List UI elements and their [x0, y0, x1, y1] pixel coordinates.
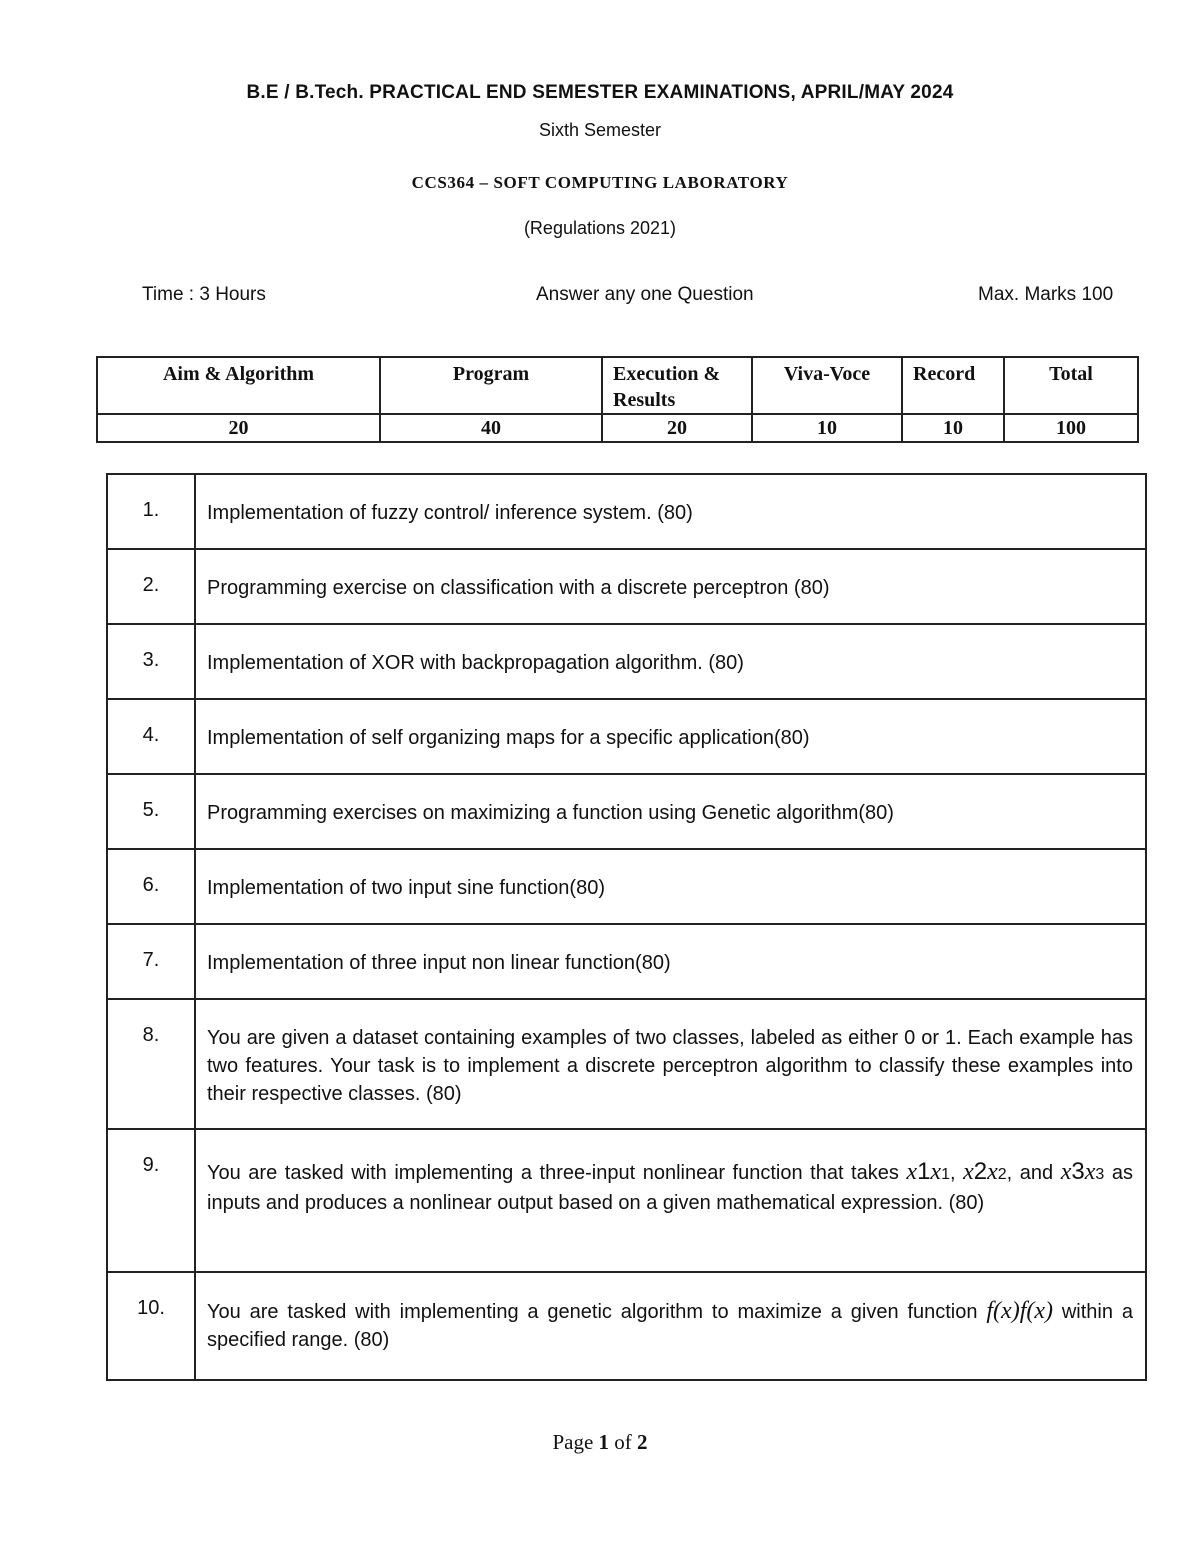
question-row [107, 474, 1146, 549]
math-symbol: 1 [917, 1158, 931, 1185]
question-number: 10. [107, 1272, 195, 1380]
marks-value-total: 100 [1004, 414, 1138, 442]
math-symbol: x [930, 1159, 942, 1185]
question-number: 9. [107, 1129, 195, 1272]
math-subscript: 1 [941, 1166, 950, 1183]
question-row [107, 549, 1146, 624]
question-number: 3. [107, 624, 195, 699]
math-function: f(x) [986, 1298, 1020, 1324]
question-text-part: , [949, 1162, 964, 1184]
marks-value-program: 40 [380, 414, 602, 442]
marks-value-viva: 10 [752, 414, 902, 442]
math-symbol: x [987, 1159, 998, 1185]
question-row [107, 999, 1146, 1129]
question-text: Implementation of two input sine function(80) [195, 849, 1146, 924]
question-text: Implementation of three input non linear function(80) [195, 924, 1146, 999]
math-symbol: 3 [1071, 1158, 1085, 1185]
marks-header-total: Total [1049, 363, 1093, 385]
question-text-part: You are tasked with implementing a three-input nonlinear function that takes [207, 1162, 907, 1184]
math-symbol: x [906, 1159, 918, 1185]
question-row [107, 1272, 1146, 1380]
question-number: 8. [107, 999, 195, 1129]
question-text-part: You are tasked with implementing a genetic algorithm to maximize a given function [207, 1301, 987, 1323]
question-text [195, 1272, 1146, 1380]
exam-title: B.E / B.Tech. PRACTICAL END SEMESTER EXAMINATIONS, APRIL/MAY 2024 [246, 82, 954, 103]
marks-value-execution: 20 [602, 414, 752, 442]
math-subscript: 2 [997, 1166, 1007, 1183]
marks-header-row [97, 357, 1138, 414]
exam-time: Time : 3 Hours [142, 284, 266, 305]
marks-values-row [97, 414, 1138, 442]
question-row [107, 1129, 1146, 1272]
question-number: 2. [107, 549, 195, 624]
page-of-label: of [614, 1430, 632, 1454]
question-row [107, 774, 1146, 849]
math-symbol: x [963, 1159, 974, 1185]
marks-header-execution: Execution & Results [613, 363, 721, 411]
question-text-part: within a specified range. (80) [207, 1301, 1133, 1351]
question-text: Implementation of self organizing maps for a specific application(80) [195, 699, 1146, 774]
question-number: 4. [107, 699, 195, 774]
marks-header-program: Program [452, 363, 530, 385]
question-text: Programming exercises on maximizing a function using Genetic algorithm(80) [195, 774, 1146, 849]
course-title: CCS364 – SOFT COMPUTING LABORATORY [411, 173, 789, 192]
question-text: You are given a dataset containing examples of two classes, labeled as either 0 or 1. Each example has two features. Your task is to implement a discrete perceptron algorithm to classify these examples into their respective classes. (80) [195, 999, 1146, 1129]
page-label: Page [552, 1430, 594, 1454]
page-footer [0, 1430, 1200, 1455]
page-number: 1 [598, 1430, 610, 1454]
question-text-part: and [1019, 1162, 1061, 1184]
math-function: f(x) [1019, 1298, 1053, 1324]
question-text: Implementation of fuzzy control/ inference system. (80) [195, 474, 1146, 549]
question-text [195, 1129, 1146, 1272]
marks-value-record: 10 [902, 414, 1004, 442]
math-symbol: x [1084, 1159, 1096, 1185]
semester: Sixth Semester [538, 120, 662, 140]
marks-value-aim: 20 [97, 414, 380, 442]
questions-table [106, 473, 1147, 1381]
math-symbol: 2 [973, 1158, 988, 1185]
exam-instruction: Answer any one Question [536, 284, 754, 305]
question-text: Programming exercise on classification with a discrete perceptron (80) [195, 549, 1146, 624]
question-row [107, 624, 1146, 699]
max-marks: Max. Marks 100 [978, 284, 1114, 305]
question-text-part: , [1006, 1162, 1013, 1184]
regulations: (Regulations 2021) [523, 218, 677, 238]
question-row [107, 699, 1146, 774]
math-subscript: 3 [1095, 1166, 1105, 1183]
question-row [107, 849, 1146, 924]
question-number: 5. [107, 774, 195, 849]
marks-distribution-table [96, 356, 1139, 443]
question-text-part: as inputs and produces a nonlinear output based on a given mathematical expression. (80) [207, 1162, 1133, 1214]
question-text: Implementation of XOR with backpropagation algorithm. (80) [195, 624, 1146, 699]
question-row [107, 924, 1146, 999]
question-number: 1. [107, 474, 195, 549]
marks-header-record: Record [913, 363, 976, 385]
question-number: 6. [107, 849, 195, 924]
marks-header-viva: Viva-Voce [783, 363, 871, 385]
math-symbol: x [1060, 1159, 1072, 1185]
marks-header-aim: Aim & Algorithm [162, 363, 315, 385]
question-number: 7. [107, 924, 195, 999]
page-total: 2 [637, 1430, 648, 1454]
